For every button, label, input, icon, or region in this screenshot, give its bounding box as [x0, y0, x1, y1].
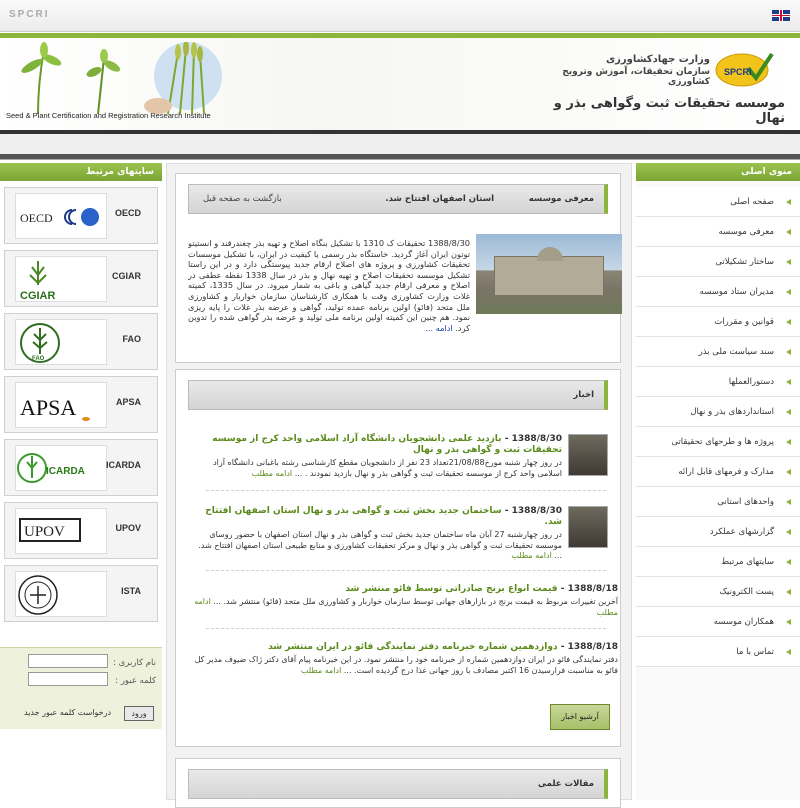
menu-item[interactable]: مدیران ستاد موسسه [636, 277, 800, 307]
news-item [190, 434, 562, 479]
upov-logo [15, 508, 107, 554]
menu-item[interactable]: همکاران موسسه [636, 607, 800, 637]
partner-ista[interactable] [4, 565, 158, 622]
news-title[interactable]: 1388/8/30 - بازدید علمی دانشجویان دانشگاه آزاد اسلامی واحد کرج از موسسه تحقیقات ثبت و گواهی بذر و نهال [212, 434, 562, 455]
news-heading: اخبار [573, 390, 594, 400]
news-separator [206, 628, 606, 629]
svg-text:OECD: OECD [20, 211, 53, 225]
menu-item[interactable]: پروژه ها و طرحهای تحقیقاتی [636, 427, 800, 457]
news-title[interactable]: 1388/8/30 - ساختمان جدید بخش ثبت و گواهی بذر و نهال استان اصفهان افتتاح شد. [205, 506, 562, 527]
menu-item[interactable]: واحدهای استانی [636, 487, 800, 517]
related-sites-heading: سایتهای مرتبط [0, 163, 162, 181]
about-body: تحقیقات ک 1310 با تشکیل بنگاه اصلاح و تهیه بذر چغندرقند و انستیتو توتون ایران آغاز گردید. خاستگاه بذر رسمی یا کیفیت در ایران، با تشکیل موسسات تحقیقات کشاورزی و پروژه های اصلاح ارقام جدید پیوستگی دارد و در این راستا تشکیل موسسه تحقیقات اصلاح و تهیه نهال و بذر در سال 1338 نقطه عطفی در اصلاح و معرفی ارقام جدید گیاهی و باغی به شمار میرود. در سال 1335، کمیته غلات وزارت کشاورزی وقت با همکاری کارشناسان سازمان خواربار و کشاورزی ملل متحد (فائو) اولین برنامه عمده تولید، گواهی و عرضه بذر غلات را پایه ریزی نمود. هم چنین این کمیته اولین برنامه ملی تولید و عرضه بذر گواهی شده را تدوین کرد. [188, 238, 470, 333]
back-link[interactable]: بازگشت به صفحه قبل [203, 194, 282, 204]
partner-upov[interactable] [4, 502, 158, 559]
menu-item[interactable]: مدارک و فرمهای قابل ارائه [636, 457, 800, 487]
articles-header [188, 769, 608, 799]
svg-text:FAO: FAO [32, 356, 45, 362]
news-item [190, 506, 562, 562]
partner-icarda[interactable] [4, 439, 158, 496]
partner-name: CGIAR [112, 271, 141, 281]
institute-english-name: Seed & Plant Certification and Registration Research Institute [6, 111, 211, 120]
news-body: در روز چهارشنبه 27 آبان ماه ساختمان جدید بخش ثبت و گواهی بذر و نهال استان اصفهان با حضور روسای موسسه تحقیقات ثبت و گواهی بذر و نهال و مرکز تحقیقات کشاورزی و منابع طبیعی استان اصفهان افتتاح شد. ... ادامه مطلب [198, 530, 562, 560]
menu-item[interactable]: استانداردهای بذر و نهال [636, 397, 800, 427]
menu-item[interactable]: قوانین و مقررات [636, 307, 800, 337]
articles-panel [175, 758, 621, 808]
news-separator [206, 490, 606, 491]
svg-text:UPOV: UPOV [24, 524, 65, 540]
news-more-link[interactable]: ادامه مطلب [300, 665, 342, 675]
username-label: نام کاربری : [113, 658, 156, 668]
partner-cgiar[interactable] [4, 250, 158, 307]
partner-name: FAO [122, 334, 141, 344]
partner-apsa[interactable] [4, 376, 158, 433]
menu-item[interactable]: صفحه اصلی [636, 187, 800, 217]
menu-item[interactable]: پست الکترونیک [636, 577, 800, 607]
organization-name: سازمان تحقیقات، آموزش وترویج کشاورزی [562, 67, 710, 87]
svg-text:ICARDA: ICARDA [46, 466, 85, 477]
password-input[interactable] [28, 672, 108, 686]
news-thumbnail[interactable] [568, 434, 608, 476]
apsa-logo [15, 382, 107, 428]
main-content [166, 163, 632, 800]
menu-item[interactable]: گزارشهای عملکرد [636, 517, 800, 547]
news-body: آخرین تغییرات مربوط به قیمت برنج در بازارهای جهانی توسط سازمان خواربار و کشاورزی ملل متحد (فائو) منتشر شد. ... ادامه مطلب [194, 597, 618, 617]
news-header [188, 380, 608, 410]
articles-heading: مقالات علمی [538, 779, 594, 789]
top-bar [0, 0, 800, 32]
partner-fao[interactable] [4, 313, 158, 370]
site-header [0, 38, 800, 130]
menu-item[interactable]: سند سیاست ملی بذر [636, 337, 800, 367]
fao-logo [15, 319, 107, 365]
news-more-link[interactable]: ادامه مطلب [194, 597, 618, 617]
menu-item[interactable]: سایتهای مرتبط [636, 547, 800, 577]
news-body: دفتر نمایندگی فائو در ایران دوازدهمین شماره از خبرنامه خود را منتشر نمود. در این خبرنامه پیام آقای دکتر ژاک ضیوف مدیر کل فائو به مناسبت فرارسیدن 16 اکتبر مصادف با روز جهانی غذا درج گردیده است. ... ادامه مطلب [194, 655, 618, 675]
partner-oecd[interactable] [4, 187, 158, 244]
news-more-link[interactable]: ادامه مطلب [251, 468, 293, 478]
news-title[interactable]: 1388/8/18 - قیمت انواع برنج صادراتی توسط فائو منتشر شد [345, 584, 618, 594]
svg-text:CGIAR: CGIAR [20, 290, 56, 302]
news-item [188, 584, 618, 618]
ministry-block [520, 54, 710, 87]
main-menu-heading: منوی اصلی [636, 163, 800, 181]
about-title: استان اصفهان افتتاح شد. [385, 194, 494, 204]
news-title[interactable]: 1388/8/18 - دوازدهمین شماره خبرنامه دفتر نمایندگی فائو در ایران منتشر شد [268, 642, 618, 652]
about-panel [175, 173, 621, 363]
cgiar-logo [15, 256, 107, 302]
username-input[interactable] [28, 654, 108, 668]
nav-bar [0, 130, 800, 160]
login-box [0, 647, 162, 729]
partner-name: ISTA [121, 586, 141, 596]
right-sidebar [636, 163, 800, 800]
menu-item[interactable]: تماس با ما [636, 637, 800, 667]
oecd-logo [15, 193, 107, 239]
left-sidebar [0, 163, 162, 800]
news-separator [206, 570, 606, 571]
menu-item[interactable]: معرفی موسسه [636, 217, 800, 247]
about-more-link[interactable]: ادامه ... [425, 322, 453, 333]
brand-label: SPCRI [9, 9, 50, 20]
plants-banner-image [8, 42, 238, 114]
forgot-password-link[interactable]: درخواست کلمه عبور جدید [24, 708, 112, 717]
news-archive-button[interactable]: آرشیو اخبار [550, 704, 610, 730]
news-panel [175, 369, 621, 747]
institute-name: موسسه تحقیقات ثبت وگواهی بذر و نهال [553, 96, 785, 126]
ista-logo [15, 571, 107, 617]
menu-item[interactable]: دستورالعملها [636, 367, 800, 397]
news-thumbnail[interactable] [568, 506, 608, 548]
about-text [188, 238, 470, 348]
partner-name: APSA [115, 397, 141, 407]
partner-name: ICARDA [106, 460, 141, 470]
login-button[interactable]: ورود [124, 706, 154, 721]
logo-text: SPCRI [724, 67, 752, 77]
icarda-logo [15, 445, 107, 491]
ministry-name: وزارت جهادکشاورزی [605, 54, 710, 65]
svg-text:APSA: APSA [20, 395, 77, 420]
about-header [188, 184, 608, 214]
news-item [188, 642, 618, 676]
institute-building-image [476, 234, 622, 314]
main-menu [636, 187, 800, 667]
about-date: 1388/8/30 [428, 238, 470, 248]
partner-name: OECD [114, 208, 141, 218]
english-flag-icon[interactable] [772, 10, 790, 21]
password-label: کلمه عبور : [115, 676, 156, 686]
about-heading: معرفی موسسه [528, 194, 594, 204]
spcri-logo [714, 50, 774, 90]
partner-name: UPOV [115, 523, 141, 533]
menu-item[interactable]: ساختار تشکیلاتی [636, 247, 800, 277]
news-body: در روز چهار شنبه مورخ21/08/88تعداد 23 نفر از دانشجویان مقطع کارشناسی رشته باغبانی دانشگاه آزاد اسلامی واحد کرج از موسسه تحقیقات ثبت و گواهی بذر و نهال بازدید نمودند . ... ادامه مطلب [213, 458, 562, 478]
news-more-link[interactable]: ادامه مطلب [511, 551, 552, 560]
